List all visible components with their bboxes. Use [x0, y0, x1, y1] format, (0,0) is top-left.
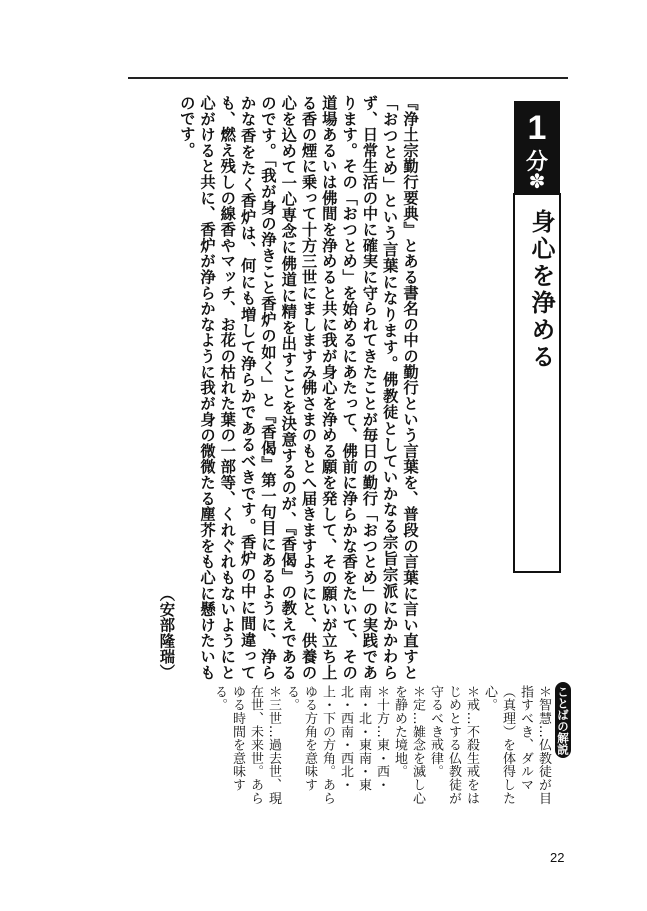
body-text: [130, 95, 420, 680]
badge-unit: 分: [525, 150, 548, 175]
top-rule: [128, 77, 568, 79]
flower-icon: ✽: [528, 169, 546, 193]
title-box: [513, 193, 561, 573]
author: （安部隆瑞）: [157, 586, 176, 680]
body-paragraph: 『浄土宗勤行要典』とある書名の中の勤行という言葉を、普段の言葉に言い直すと「おつとめ」という言葉になります。佛教徒としていかなる宗旨宗派にかかわらず、日常生活の中に確実に守られてきたことが毎日の勤行「おつとめ」の実践であります。その「おつとめ」を始めるにあたって、佛前に浄らかな香をたいて、その道場あるいは佛間を浄めると共に我が身心を浄める願を発して、その願いが立ち上る香の煙に乗って十方三世にましますみ佛さまのもとへ届きますようにと、供養の心を込めて一心専念に佛道に精を出すことを決意するのが、『香偈』の教えであるのです。「我が身の浄きこと香炉の如く」と『香偈』第一句目にあるように、浄らかな香をたく香炉は、何にも増して浄らかであるべきです。香炉の中に間違っても、燃え残しの線香やマッチ、お花の枯れた葉の一部等、くれぐれもないようにと心がけると共に、香炉が浄らかなように我が身の微微たる塵芥をも心に懸けたいものです。: [177, 95, 419, 680]
glossary: [212, 685, 552, 815]
page-title: 身心を浄める: [527, 209, 555, 371]
time-badge: [514, 101, 560, 193]
badge-number: 1: [527, 109, 547, 147]
glossary-label: ことばの解説: [555, 682, 571, 758]
page-number: 22: [550, 850, 565, 865]
glossary-item: ＊戒…不殺生戒をはじめとする仏教徒が守るべき戒律。: [428, 685, 479, 805]
glossary-item: ＊十方…東・西・南・北・東南・東北・西南・西北・上・下の方角。あらゆる方角を意味する。: [284, 685, 389, 805]
glossary-item: ＊三世…過去世、現在世、未来世。あらゆる時間を意味する。: [212, 685, 281, 805]
glossary-item: ＊定…雑念を滅し心を静めた境地。: [392, 685, 425, 805]
glossary-item: ＊智慧…仏教徒が目指すべき、ダルマ（真理）を体得した心。: [482, 685, 551, 805]
